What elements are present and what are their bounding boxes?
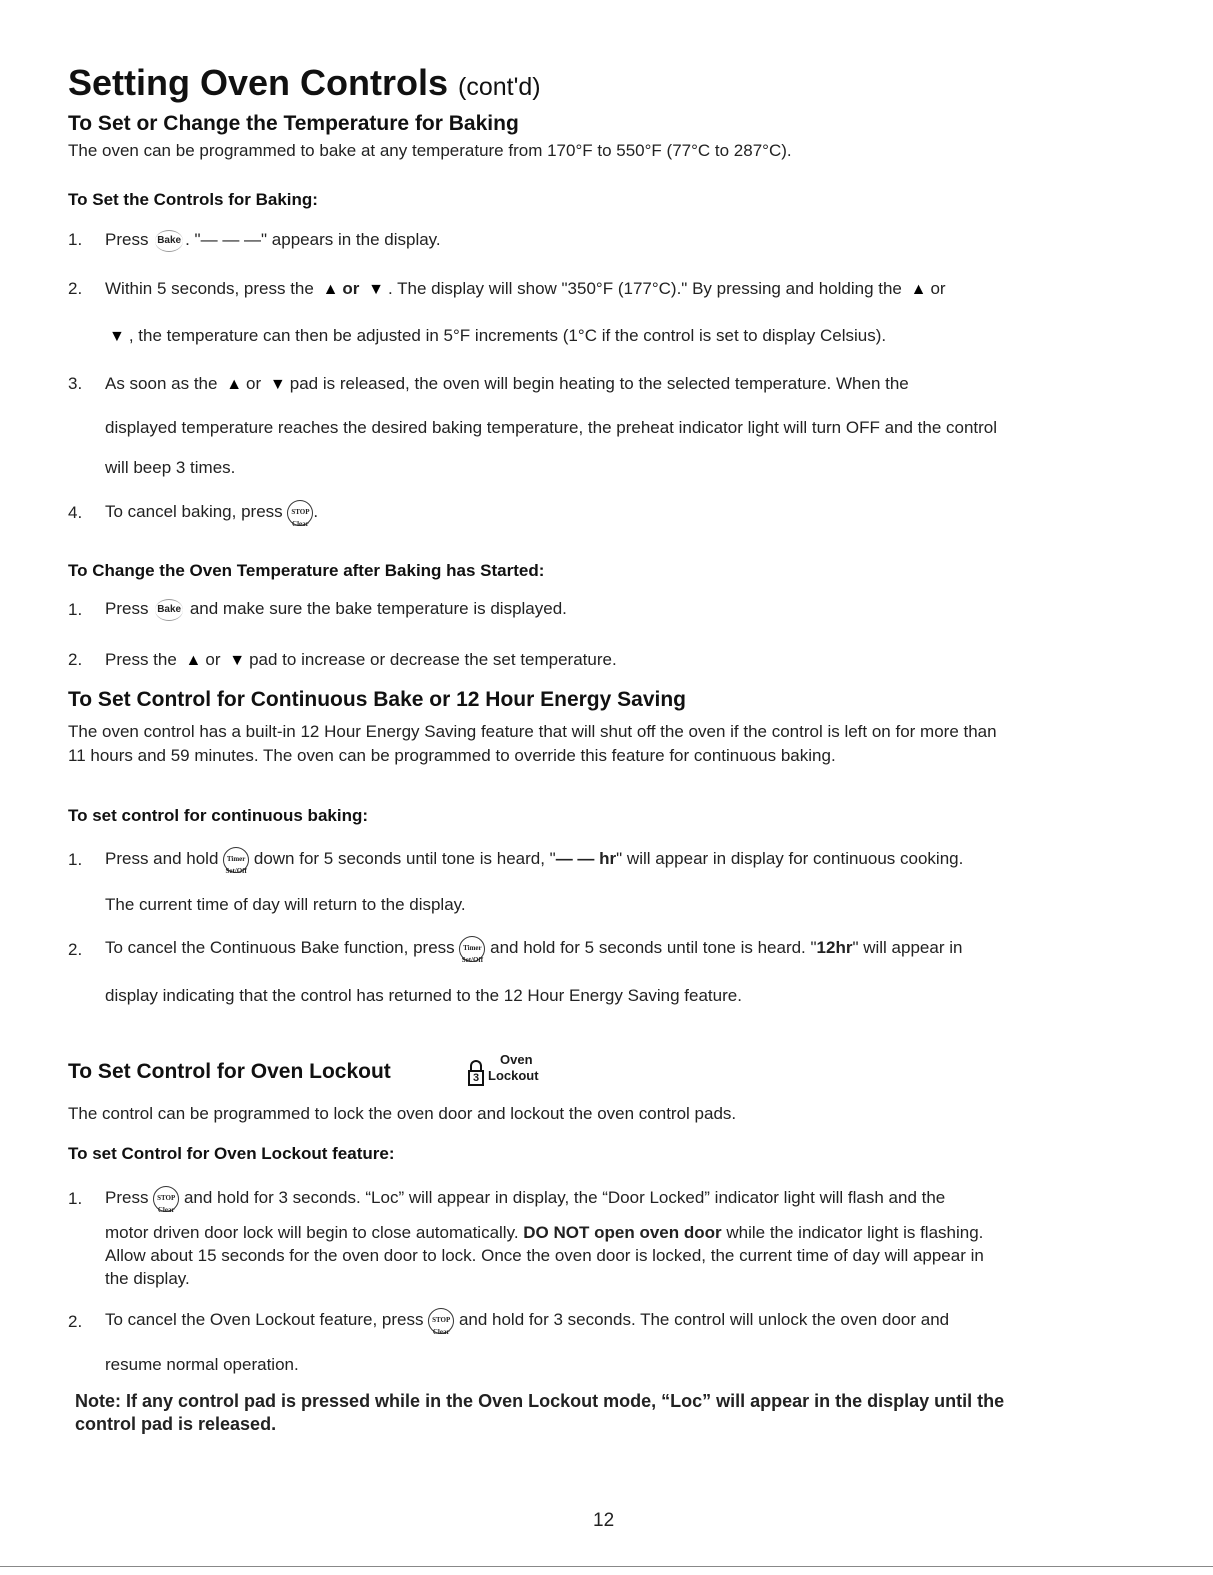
down-arrow-icon: ▼	[229, 652, 246, 669]
continuous-intro-line-2: 11 hours and 59 minutes. The oven can be programmed to override this feature for continuous baking.	[68, 746, 836, 765]
up-arrow-icon: ▲	[185, 652, 202, 669]
bake-pad-icon: Bake	[155, 599, 183, 621]
step-number: 1.	[68, 1189, 83, 1208]
up-arrow-icon: ▲	[910, 281, 927, 298]
continuous-step-1-line-1: Press and hold Timer Set/Off down for 5 seconds until tone is heard, "— — hr" will appear in display for continuous cooking.	[105, 845, 963, 873]
step-number: 2.	[68, 650, 83, 669]
title-suffix: (cont'd)	[458, 73, 541, 101]
step-number: 4.	[68, 503, 83, 522]
lockout-label: Lockout	[488, 1068, 539, 1083]
continuous-intro-line-1: The oven control has a built-in 12 Hour Energy Saving feature that will shut off the oven if the control is left on for more than	[68, 722, 997, 741]
lockout-step-2-line-1: To cancel the Oven Lockout feature, press STOP Clear and hold for 3 seconds. The control will unlock the oven door and	[105, 1306, 949, 1334]
stop-clear-pad-icon: STOP Clear	[428, 1308, 454, 1334]
continuous-step-2-line-1: To cancel the Continuous Bake function, press Timer Set/Off and hold for 5 seconds until tone is heard. "12hr" will appear in	[105, 934, 962, 962]
baking-step-3-line-1: As soon as the ▲ or ▼ pad is released, the oven will begin heating to the selected temperature. When the	[105, 374, 909, 393]
change-step-1: Press Bake and make sure the bake temperature is displayed.	[105, 594, 567, 624]
page-number: 12	[593, 1510, 615, 1531]
lockout-heading: To Set Control for Oven Lockout	[68, 1060, 391, 1083]
lock-icon: 3	[468, 1060, 484, 1086]
lockout-step-1-line-2: motor driven door lock will begin to close automatically. DO NOT open oven door while the indicator light is flashing.	[105, 1223, 984, 1242]
lockout-step-1-line-4: the display.	[105, 1269, 190, 1288]
step-number: 2.	[68, 279, 83, 298]
up-arrow-icon: ▲	[226, 376, 243, 393]
step-number: 2.	[68, 940, 83, 959]
stop-clear-pad-icon: STOP Clear	[287, 500, 313, 526]
change-step-2: Press the ▲ or ▼ pad to increase or decrease the set temperature.	[105, 650, 617, 669]
continuous-set-heading: To set control for continuous baking:	[68, 806, 369, 825]
change-temp-heading: To Change the Oven Temperature after Baking has Started:	[68, 561, 545, 580]
timer-set-off-pad-icon: Timer Set/Off	[223, 847, 249, 873]
note-line-2: control pad is released.	[75, 1414, 277, 1434]
baking-step-2-line-1: Within 5 seconds, press the ▲ or ▼ . The display will show "350°F (177°C)." By pressing and holding the ▲ or	[105, 279, 946, 298]
note-line-1: Note: If any control pad is pressed while in the Oven Lockout mode, “Loc” will appear in the display until the	[75, 1391, 1005, 1411]
oven-label: Oven	[500, 1052, 533, 1067]
baking-step-2-line-2: ▼ , the temperature can then be adjusted in 5°F increments (1°C if the control is set to display Celsius).	[109, 326, 887, 345]
baking-step-3-line-2: displayed temperature reaches the desired baking temperature, the preheat indicator light will turn OFF and the control	[105, 418, 998, 437]
continuous-step-1-line-2: The current time of day will return to the display.	[105, 895, 466, 914]
continuous-step-2-line-2: display indicating that the control has returned to the 12 Hour Energy Saving feature.	[105, 986, 742, 1005]
bake-pad-icon: Bake	[155, 230, 183, 252]
page-title: Setting Oven Controls (cont'd)	[68, 62, 541, 103]
baking-step-3-line-3: will beep 3 times.	[105, 458, 236, 477]
lockout-note	[75, 1390, 1004, 1436]
down-arrow-icon: ▼	[109, 328, 125, 345]
step-number: 1.	[68, 230, 83, 249]
lockout-step-2-line-2: resume normal operation.	[105, 1355, 299, 1374]
step-number: 1.	[68, 850, 83, 869]
step-number: 1.	[68, 600, 83, 619]
lockout-intro: The control can be programmed to lock the oven door and lockout the oven control pads.	[68, 1104, 737, 1123]
up-arrow-icon: ▲	[322, 281, 339, 298]
continuous-heading: To Set Control for Continuous Bake or 12 Hour Energy Saving	[68, 688, 687, 711]
down-arrow-icon: ▼	[269, 376, 286, 393]
baking-intro: The oven can be programmed to bake at any temperature from 170°F to 550°F (77°C to 287°C).	[68, 141, 792, 160]
step-number: 2.	[68, 1312, 83, 1331]
lockout-step-1-line-3: Allow about 15 seconds for the oven door to lock. Once the oven door is locked, the current time of day will appear in	[105, 1246, 984, 1265]
lockout-set-heading: To set Control for Oven Lockout feature:	[68, 1144, 395, 1163]
step-number: 3.	[68, 374, 83, 393]
stop-clear-pad-icon: STOP Clear	[153, 1186, 179, 1212]
baking-heading: To Set or Change the Temperature for Baking	[68, 112, 519, 135]
lockout-step-1-line-1: Press STOP Clear and hold for 3 seconds. “Loc” will appear in display, the “Door Locked” indicator light will flash and the	[105, 1184, 945, 1212]
timer-set-off-pad-icon: Timer Set/Off	[459, 936, 485, 962]
baking-step-4: To cancel baking, press STOP Clear.	[105, 498, 318, 526]
down-arrow-icon: ▼	[368, 281, 384, 298]
set-baking-heading: To Set the Controls for Baking:	[68, 190, 318, 209]
baking-step-1: Press Bake . "— — —" appears in the display.	[105, 225, 441, 255]
bottom-rule	[0, 1566, 1213, 1567]
